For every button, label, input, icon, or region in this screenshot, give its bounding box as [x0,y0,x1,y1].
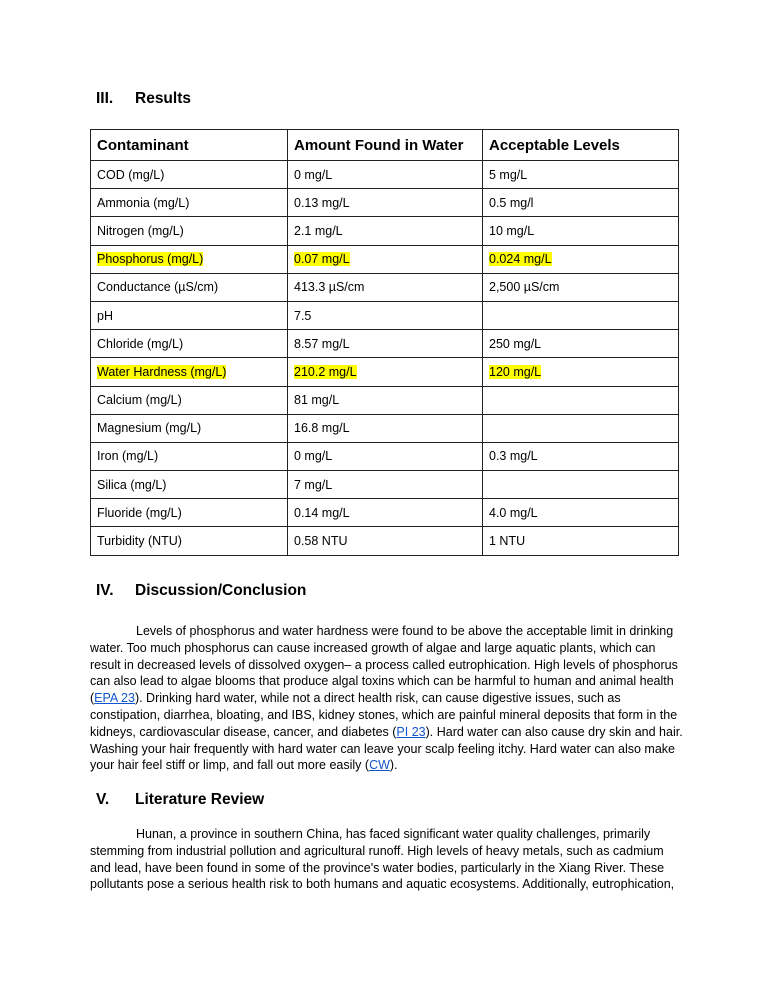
cell-amount: 2.1 mg/L [288,217,483,245]
table-row [91,217,679,245]
cell-contaminant: Conductance (µS/cm) [91,273,288,301]
results-heading [96,90,191,108]
cell-contaminant: Water Hardness (mg/L) [91,358,288,386]
cell-acceptable [483,471,679,499]
cell-contaminant: Phosphorus (mg/L) [91,245,288,273]
cell-contaminant: Silica (mg/L) [91,471,288,499]
cell-amount: 0.14 mg/L [288,499,483,527]
cell-acceptable: 2,500 µS/cm [483,273,679,301]
cell-acceptable: 4.0 mg/L [483,499,679,527]
cell-contaminant: COD (mg/L) [91,161,288,189]
header-amount: Amount Found in Water [288,130,483,161]
section-number: V. [96,791,110,808]
cell-acceptable [483,386,679,414]
table-row [91,245,679,273]
cell-contaminant: Magnesium (mg/L) [91,414,288,442]
cell-contaminant: Iron (mg/L) [91,442,288,470]
table-header-row [91,130,679,161]
cell-amount: 0 mg/L [288,161,483,189]
table-row [91,527,679,555]
table-row [91,330,679,358]
section-title: Literature Review [135,791,265,808]
cell-amount: 7.5 [288,301,483,329]
discussion-paragraph: Levels of phosphorus and water hardness were found to be above the acceptable limit in drinking water. Too much phosphorus can cause increased growth of algae and large aquatic plants, which can result in decreased levels of dissolved oxygen– a process called eutrophication. High levels of phosphorus can also lead to algae blooms that produce algal toxins which can be harmful to human and animal health (EPA 23). Drinking hard water, while not a direct health risk, can cause digestive issues, such as constipation, diarrhea, bloating, and IBS, kidney stones, which are painful mineral deposits that form in the kidneys, cardiovascular disease, cancer, and diabetes (PI 23). Hard water can also cause dry skin and hair. Washing your hair frequently with hard water can leave your scalp feeling itchy. Hard water can also make your hair feel stiff or limp, and fall out more easily (CW). [90,624,683,773]
cell-contaminant: Fluoride (mg/L) [91,499,288,527]
cell-amount: 0.07 mg/L [288,245,483,273]
cell-acceptable: 250 mg/L [483,330,679,358]
table-row [91,442,679,470]
table-row [91,273,679,301]
table-row [91,301,679,329]
citation-link-cw[interactable]: CW [369,758,390,773]
discussion-heading [96,582,306,600]
cell-acceptable: 5 mg/L [483,161,679,189]
section-title: Discussion/Conclusion [135,582,307,599]
cell-contaminant: pH [91,301,288,329]
cell-amount: 0 mg/L [288,442,483,470]
cell-contaminant: Nitrogen (mg/L) [91,217,288,245]
header-acceptable: Acceptable Levels [483,130,679,161]
cell-acceptable: 120 mg/L [483,358,679,386]
cell-amount: 413.3 µS/cm [288,273,483,301]
cell-contaminant: Chloride (mg/L) [91,330,288,358]
table-row [91,189,679,217]
header-contaminant: Contaminant [91,130,288,161]
citation-link-pi[interactable]: PI 23 [396,724,426,739]
literature-paragraph: Hunan, a province in southern China, has faced significant water quality challenges, primarily stemming from industrial pollution and agricultural runoff. High levels of heavy metals, such as cadmium and lead, have been found in some of the province's water bodies, particularly in the Xiang River. These pollutants pose a serious health risk to both humans and aquatic ecosystems. Additionally, eutrophication, [90,827,675,892]
cell-acceptable: 1 NTU [483,527,679,555]
cell-acceptable: 0.5 mg/l [483,189,679,217]
cell-amount: 8.57 mg/L [288,330,483,358]
citation-link-epa[interactable]: EPA 23 [94,691,135,706]
table-row [91,386,679,414]
table-row [91,499,679,527]
section-number: IV. [96,582,114,599]
section-title: Results [135,90,191,107]
cell-amount: 0.58 NTU [288,527,483,555]
cell-contaminant: Calcium (mg/L) [91,386,288,414]
section-number: III. [96,90,114,107]
cell-amount: 0.13 mg/L [288,189,483,217]
cell-amount: 81 mg/L [288,386,483,414]
table-row [91,471,679,499]
cell-acceptable [483,414,679,442]
cell-acceptable: 0.3 mg/L [483,442,679,470]
cell-contaminant: Ammonia (mg/L) [91,189,288,217]
literature-heading [96,791,264,809]
table-row [91,358,679,386]
table-row [91,161,679,189]
results-table [90,129,679,556]
cell-acceptable: 10 mg/L [483,217,679,245]
cell-amount: 7 mg/L [288,471,483,499]
cell-acceptable: 0.024 mg/L [483,245,679,273]
cell-amount: 16.8 mg/L [288,414,483,442]
cell-acceptable [483,301,679,329]
table-row [91,414,679,442]
cell-amount: 210.2 mg/L [288,358,483,386]
cell-contaminant: Turbidity (NTU) [91,527,288,555]
